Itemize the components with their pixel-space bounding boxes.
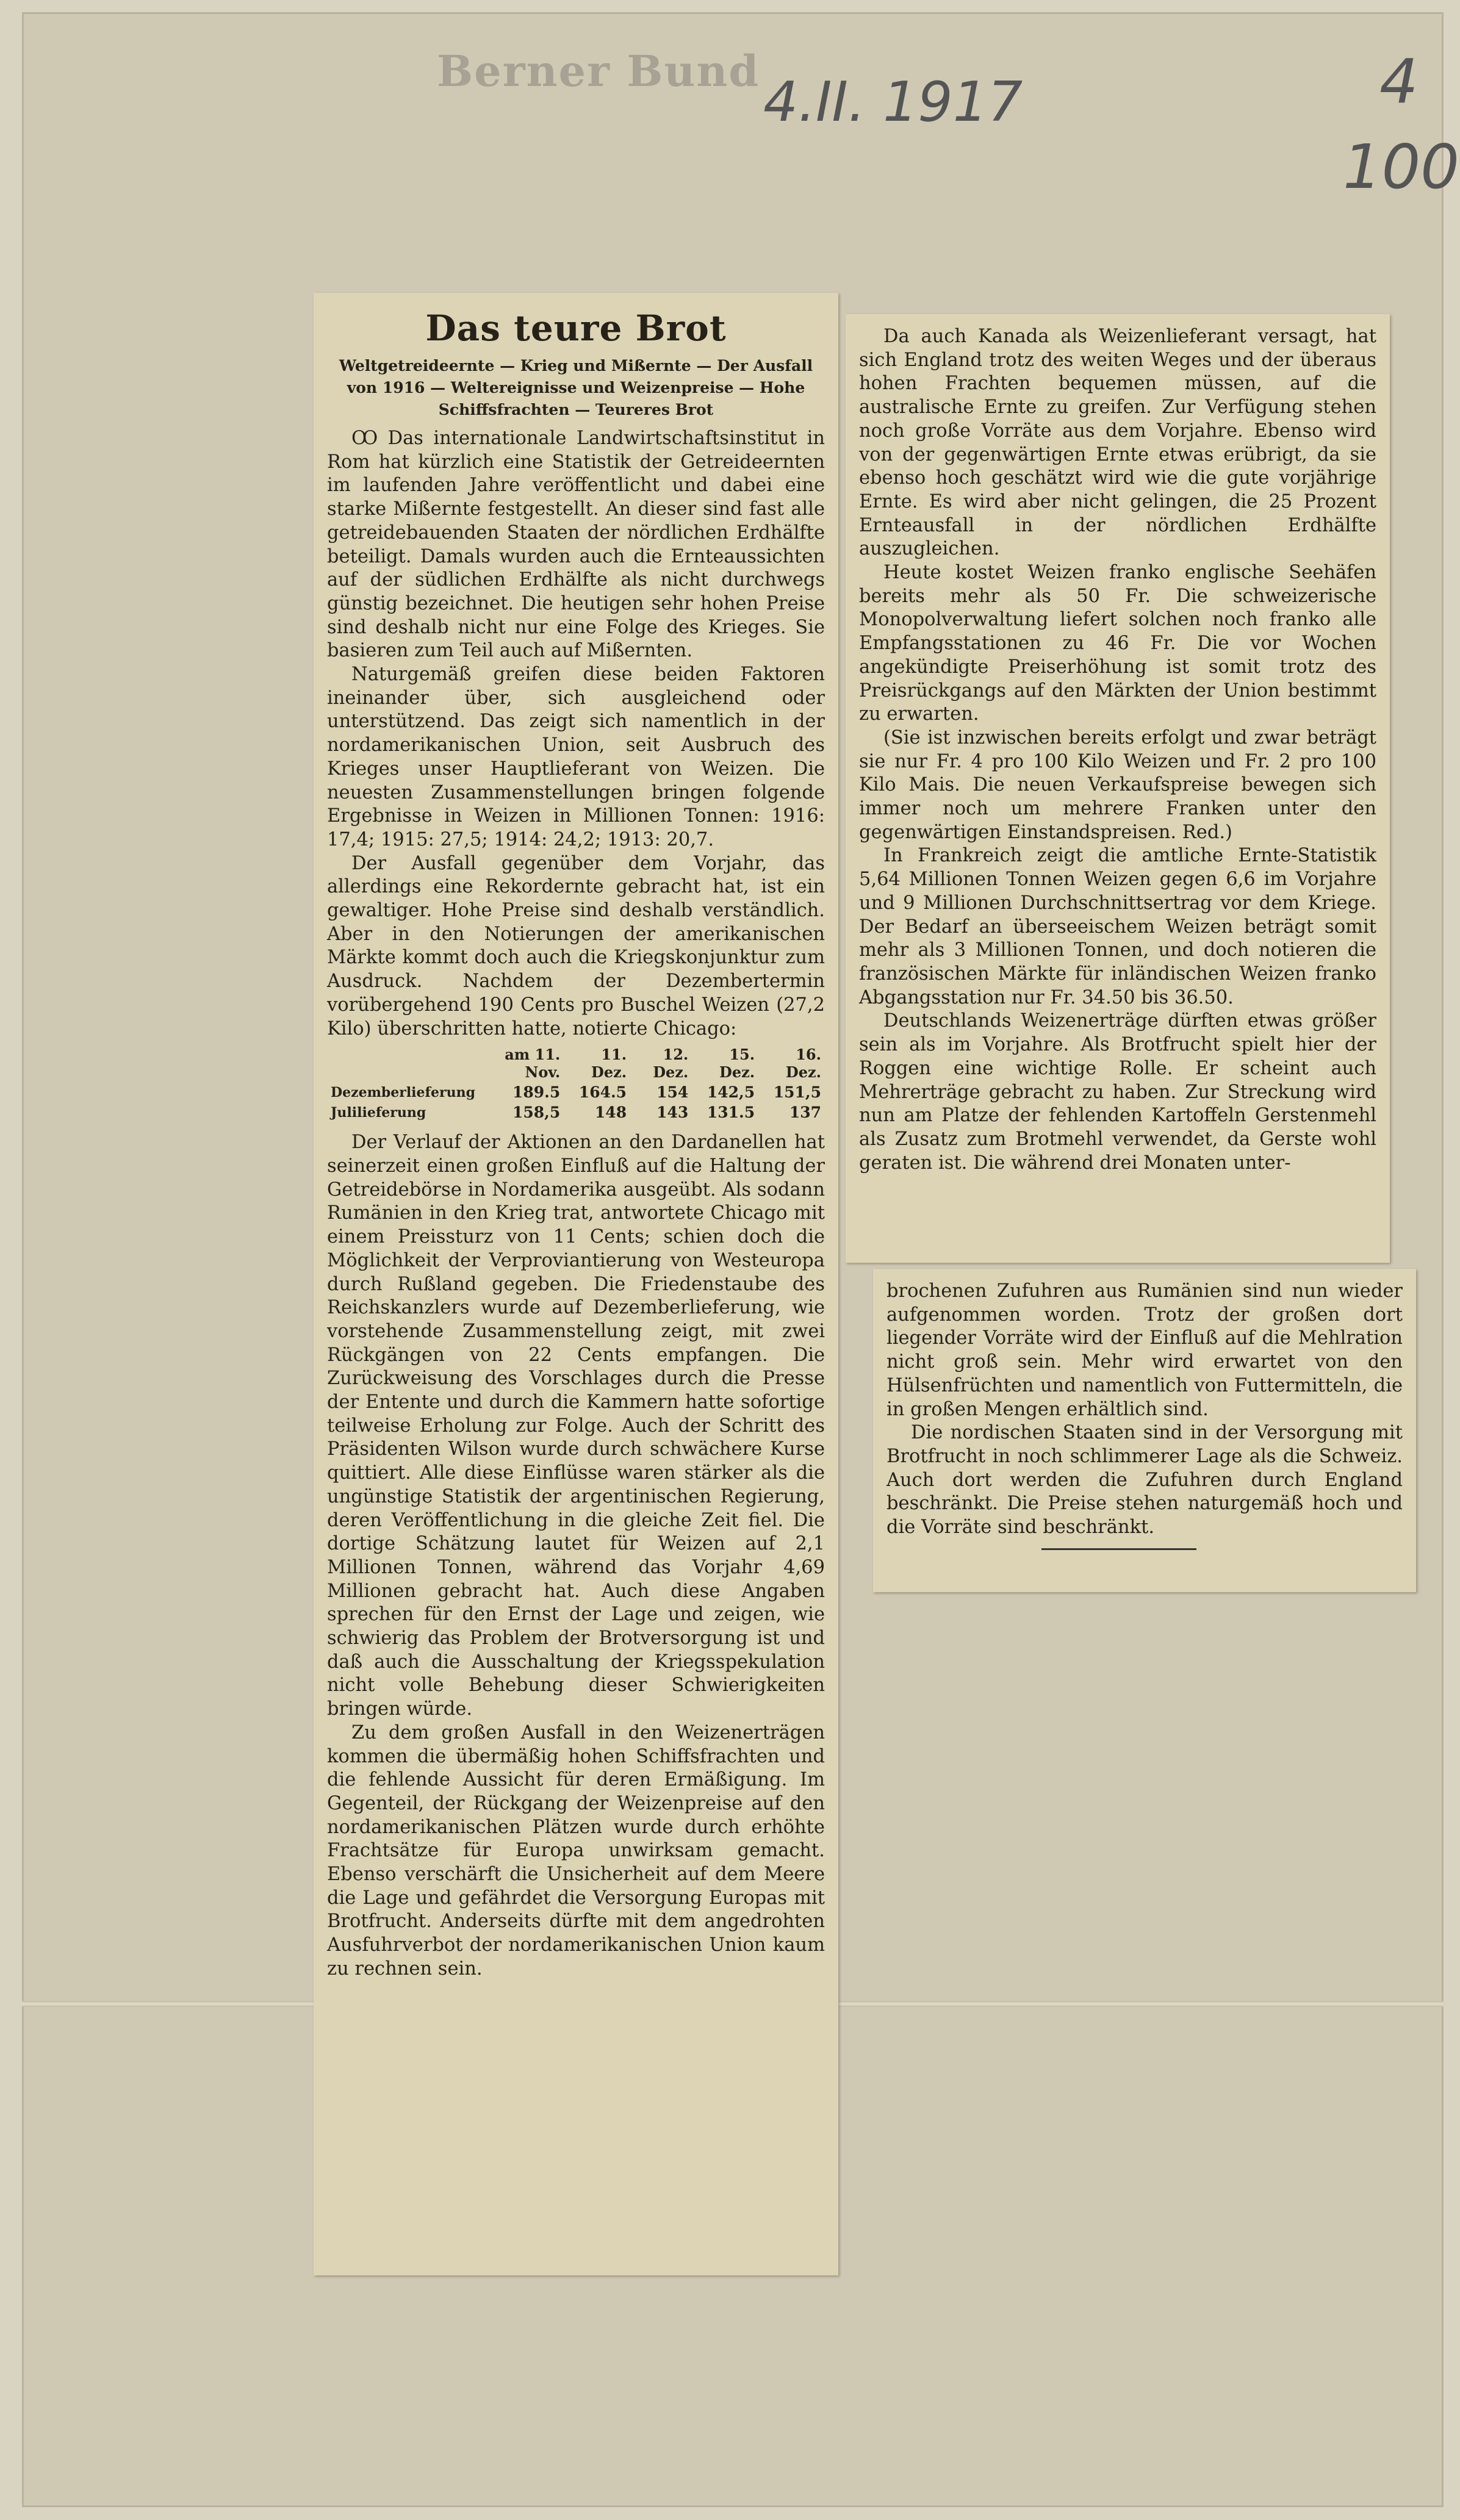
- table-cell: 164.5: [578, 1083, 627, 1102]
- paragraph: In Frankreich zeigt die amtliche Ernte-Statistik 5,64 Millionen Tonnen Weizen gegen 6,6 im Vorjahre und 9 Millionen Durchschnittsertrag vor dem Kriege. Der Bedarf an überseeischem Weizen beträgt somit mehr als 3 Millionen Tonnen, und doch notieren die französischen Märkte für inländischen Weizen franko Abgangsstation nur Fr. 34.50 bis 36.50.: [859, 845, 1376, 1008]
- table-cell: 142,5: [707, 1083, 755, 1102]
- paragraph: Ꝏ Das internationale Landwirtschaftsinstitut in Rom hat kürzlich eine Statistik der Getreideernten im laufenden Jahre veröffentlicht und dabei eine starke Mißernte festgestellt. An dieser sind fast alle getreidebauenden Staaten der nördlichen Erdhälfte beteiligt. Damals wurden auch die Ernteaussichten auf der südlichen Erdhälfte als nicht durchwegs günstig bezeichnet. Die heutigen sehr hohen Preise sind deshalb nicht nur eine Folge des Krieges. Sie basieren zum Teil auch auf Mißernten.: [327, 428, 825, 662]
- clipping-column-3: [873, 1269, 1416, 1592]
- table-header-row: [327, 1044, 825, 1082]
- table-cell: 131.5: [707, 1104, 755, 1122]
- table-row: [327, 1082, 825, 1102]
- paragraph: brochenen Zufuhren aus Rumänien sind nun wieder aufgenommen worden. Trotz der großen dort liegender Vorräte wird der Einfluß auf die Mehlration nicht groß sein. Mehr wird erwartet von den Hülsenfrüchten und namentlich von Futtermitteln, die in großen Mengen erhältlich sind.: [886, 1280, 1403, 1420]
- table-header: am 11. Nov.: [505, 1046, 561, 1082]
- table-cell: 137: [789, 1104, 821, 1122]
- table-cell: 154: [656, 1083, 689, 1102]
- article-subheadline: Weltgetreideernte — Krieg und Mißernte — Der Ausfall von 1916 — Weltereignisse und Weizenpreise — Hohe Schiffsfrachten — Teureres Brot: [339, 357, 813, 418]
- clipping-column-2: [846, 314, 1390, 1263]
- paragraph: (Sie ist inzwischen bereits erfolgt und zwar beträgt sie nur Fr. 4 pro 100 Kilo Weizen und Fr. 2 pro 100 Kilo Mais. Die neuen Verkaufspreise bewegen sich immer noch um mehrere Franken unter den gegenwärtigen Einstandspreisen. Red.): [859, 727, 1376, 843]
- table-cell: 148: [594, 1104, 627, 1122]
- paragraph: Zu dem großen Ausfall in den Weizenerträgen kommen die übermäßig hohen Schiffsfrachten und die fehlende Aussicht für deren Ermäßigung. Im Gegenteil, der Rückgang der Weizenpreise auf den nordamerikanischen Plätzen wurde durch erhöhte Frachtsätze für Europa unwirksam gemacht. Ebenso verschärft die Unsicherheit auf dem Meere die Lage und gefährdet die Versorgung Europas mit Brotfrucht. Anderseits dürfte mit dem angedrohten Ausfuhrverbot der nordamerikanischen Union kaum zu rechnen sein.: [327, 1721, 825, 1980]
- chicago-price-table: [327, 1044, 825, 1122]
- paragraph: Da auch Kanada als Weizenlieferant versagt, hat sich England trotz des weiten Weges und der überaus hohen Frachten bequemen müssen, auf die australische Ernte zu greifen. Zur Verfügung stehen noch große Vorräte aus dem Vorjahre. Ebenso wird von der gegenwärtigen Ernte etwas erübrigt, da sie ebenso hoch geschätzt wird wie die gute vorjährige Ernte. Es wird aber nicht gelingen, die 25 Prozent Ernteausfall in der nördlichen Erdhälfte auszugleichen.: [859, 326, 1376, 560]
- table-header: 15. Dez.: [719, 1046, 755, 1082]
- paragraph: Heute kostet Weizen franko englische Seehäfen bereits mehr als 50 Fr. Die schweizerische Monopolverwaltung liefert solchen noch franko alle Empfangsstationen zu 46 Fr. Die vor Wochen angekündigte Preiserhöhung ist somit trotz des Preisrückgangs auf den Märkten der Union bestimmt zu erwarten.: [859, 562, 1376, 725]
- end-rule: [1041, 1548, 1196, 1550]
- handwritten-date: 4.II. 1917: [763, 70, 1023, 134]
- clipping-column-1: [314, 293, 838, 2275]
- paragraph: Deutschlands Weizenerträge dürften etwas größer sein als im Vorjahre. Als Brotfrucht spielt hier der Roggen eine wichtige Rolle. Er scheint auch Mehrerträge gebracht zu haben. Zur Streckung wird nun am Platze der fehlenden Kartoffeln Gerstenmehl als Zusatz zum Brotmehl verwendet, da Gerste wohl geraten ist. Die während drei Monaten unter-: [859, 1010, 1376, 1174]
- newspaper-stamp: Berner Bund: [437, 46, 760, 96]
- table-cell: Dezemberlieferung: [331, 1084, 475, 1100]
- table-header: 11. Dez.: [591, 1046, 627, 1082]
- table-header: [327, 1044, 479, 1082]
- table-header: 12. Dez.: [653, 1046, 689, 1082]
- archive-sheet: [22, 12, 1459, 2507]
- table-header: 16. Dez.: [785, 1046, 821, 1082]
- table-cell: Julilieferung: [331, 1104, 426, 1121]
- paragraph: Der Ausfall gegenüber dem Vorjahr, das allerdings eine Rekordernte gebracht hat, ist ein gewaltiger. Hohe Preise sind deshalb verständlich. Aber in den Notierungen der amerikanischen Märkte kommt doch auch die Kriegskonjunktur zum Ausdruck. Nachdem der Dezembertermin vorübergehend 190 Cents pro Buschel Weizen (27,2 Kilo) überschritten hatte, notierte Chicago:: [327, 852, 825, 1039]
- handwritten-number: 100: [1343, 131, 1459, 203]
- article-headline: Das teure Brot: [425, 307, 727, 349]
- paragraph: Die nordischen Staaten sind in der Versorgung mit Brotfrucht in noch schlimmerer Lage als die Schweiz. Auch dort werden die Zufuhren durch England beschränkt. Die Preise stehen naturgemäß hoch und die Vorräte sind beschränkt.: [886, 1422, 1403, 1538]
- table-row: [327, 1102, 825, 1122]
- table-cell: 143: [656, 1104, 689, 1122]
- paragraph: Naturgemäß greifen diese beiden Faktoren ineinander über, sich ausgleichend oder unterstützend. Das zeigt sich namentlich in der nordamerikanischen Union, seit Ausbruch des Krieges unser Hauptlieferant von Weizen. Die neuesten Zusammenstellungen bringen folgende Ergebnisse in Weizen in Millionen Tonnen: 1916: 17,4; 1915: 27,5; 1914: 24,2; 1913: 20,7.: [327, 664, 825, 850]
- handwritten-number-top: 4: [1379, 46, 1419, 117]
- table-cell: 189.5: [512, 1083, 561, 1102]
- table-cell: 158,5: [512, 1104, 561, 1122]
- paragraph: Der Verlauf der Aktionen an den Dardanellen hat seinerzeit einen großen Einfluß auf die Haltung der Getreidebörse in Nordamerika ausgeübt. Als sodann Rumänien in den Krieg trat, antwortete Chicago mit einem Preissturz von 11 Cents; schien doch die Möglichkeit der Verproviantierung von Westeuropa durch Rußland gegeben. Die Friedenstaube des Reichskanzlers wurde auf Dezemberlieferung, wie vorstehende Zusammenstellung zeigt, mit zwei Rückgängen von 22 Cents empfangen. Die Zurückweisung des Vorschlages durch die Presse der Entente und durch die Kammern hatte sofortige teilweise Erholung zur Folge. Auch der Schritt des Präsidenten Wilson wurde durch schwächere Kurse quittiert. Alle diese Einflüsse waren stärker als die ungünstige Statistik der argentinischen Regierung, deren Veröffentlichung in die gleiche Zeit fiel. Die dortige Schätzung lautet für Weizen auf 2,1 Millionen Tonnen, während das Vorjahr 4,69 Millionen gebracht hat. Auch diese Angaben sprechen für den Ernst der Lage und zeigen, wie schwierig das Problem der Brotversorgung ist und daß auch die Ausschaltung der Kriegsspekulation nicht volle Behebung dieser Schwierigkeiten bringen würde.: [327, 1132, 825, 1720]
- table-cell: 151,5: [773, 1083, 821, 1102]
